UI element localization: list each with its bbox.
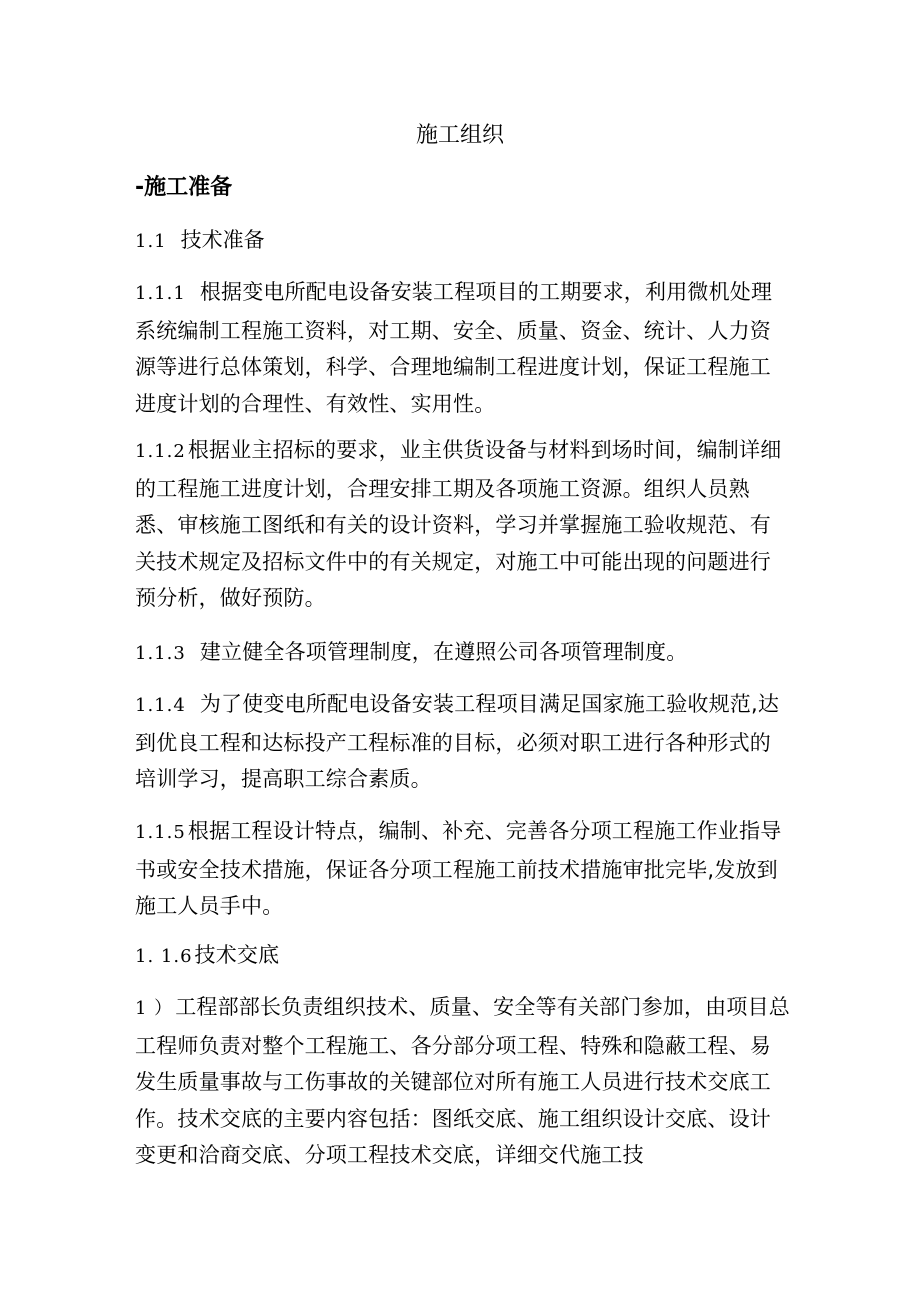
paragraph-number: 1. 1.6: [135, 946, 193, 967]
paragraph-item-1: [135, 989, 790, 1174]
paragraph-number: 1.1.2: [135, 441, 186, 462]
paragraph-number: 1.1.4: [135, 695, 186, 716]
paragraph-number: 1.1.5: [135, 822, 186, 843]
paragraph-number: 1.1.3: [135, 643, 186, 664]
paragraph-1-1-1: [135, 274, 790, 422]
paragraph-number: 1.1.1: [135, 283, 186, 304]
subsection-label: 技术准备: [180, 228, 265, 252]
paragraph-text: 为了使变电所配电设备安装工程项目满足国家施工验收规范,达到优良工程和达标投产工程标准的目标，必须对职工进行各种形式的培训学习，提高职工综合素质。: [135, 692, 780, 792]
document-title: 施工组织: [415, 123, 504, 148]
paragraph-1-1-2: [135, 432, 790, 617]
paragraph-text: 根据工程设计特点，编制、补充、完善各分项工程施工作业指导书或安全技术措施，保证各分项工程施工前技术措施审批完毕,发放到施工人员手中。: [135, 819, 782, 919]
subsection-heading: [135, 222, 265, 260]
paragraph-text: 技术交底: [194, 943, 280, 967]
paragraph-number: 1 ）: [135, 998, 174, 1019]
paragraph-1-1-3: [135, 634, 790, 673]
section-heading: -施工准备: [135, 175, 233, 200]
paragraph-text: 建立健全各项管理制度，在遵照公司各项管理制度。: [199, 640, 688, 664]
paragraph-1-1-6: [135, 937, 790, 976]
subsection-number: 1.1: [135, 231, 167, 252]
paragraph-text: 工程部部长负责组织技术、质量、安全等有关部门参加，由项目总工程师负责对整个工程施工、各分部分项工程、特殊和隐蔽工程、易发生质量事故与工伤事故的关键部位对所有施工人员进行技术交底工作。技术交底的主要内容包括：图纸交底、施工组织设计交底、设计变更和洽商交底、分项工程技术交底，详细交代施工技: [135, 995, 790, 1168]
paragraph-1-1-4: [135, 686, 790, 798]
paragraph-text: 根据变电所配电设备安装工程项目的工期要求，利用微机处理系统编制工程施工资料，对工期、安全、质量、资金、统计、人力资源等进行总体策划，科学、合理地编制工程进度计划，保证工程施工进度计划的合理性、有效性、实用性。: [135, 280, 773, 416]
paragraph-1-1-5: [135, 813, 790, 925]
paragraph-text: 根据业主招标的要求，业主供货设备与材料到场时间，编制详细的工程施工进度计划，合理安排工期及各项施工资源。组织人员熟悉、审核施工图纸和有关的设计资料，学习并掌握施工验收规范、有关技术规定及招标文件中的有关规定，对施工中可能出现的问题进行预分析，做好预防。: [135, 438, 782, 611]
